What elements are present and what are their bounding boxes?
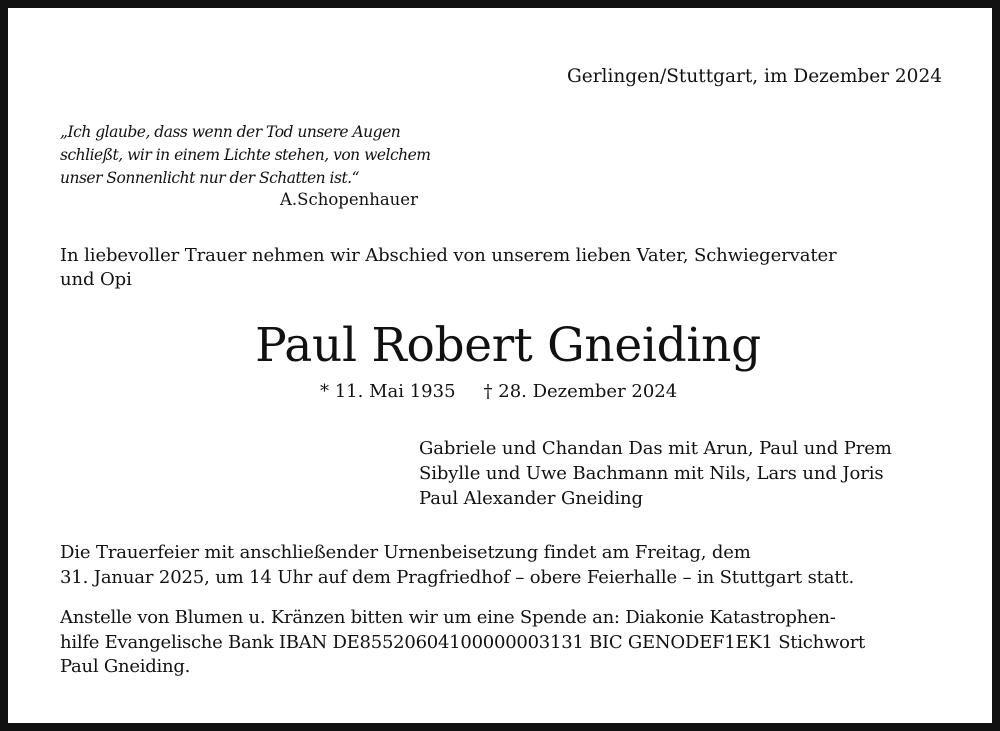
quote-line: schließt, wir in einem Lichte stehen, von welchem — [60, 146, 431, 164]
funeral-service-info — [60, 541, 854, 590]
quote-line: unser Sonnenlicht nur der Schatten ist.“ — [60, 169, 360, 187]
intro-line: In liebevoller Trauer nehmen wir Abschied von unserem lieben Vater, Schwiegervater — [60, 245, 837, 266]
location-date: Gerlingen/Stuttgart, im Dezember 2024 — [566, 66, 942, 87]
quote-author: A.Schopenhauer — [280, 190, 418, 209]
quote-line: „Ich glaube, dass wenn der Tod unsere Augen — [60, 123, 401, 141]
intro-text — [60, 244, 837, 292]
intro-line: und Opi — [60, 269, 132, 290]
birth-date: * 11. Mai 1935 — [320, 381, 456, 402]
donation-line: Anstelle von Blumen u. Kränzen bitten wir um eine Spende an: Diakonie Katastrophen- — [60, 607, 836, 628]
donation-line: hilfe Evangelische Bank IBAN DE85520604100000003131 BIC GENODEF1EK1 Stichwort — [60, 631, 866, 653]
quote — [60, 121, 500, 190]
family-line: Sibylle und Uwe Bachmann mit Nils, Lars und Joris — [419, 463, 884, 484]
death-date: † 28. Dezember 2024 — [483, 381, 678, 402]
life-dates — [320, 381, 677, 402]
donation-line: Paul Gneiding. — [60, 656, 191, 677]
deceased-name: Paul Robert Gneiding — [255, 318, 761, 373]
family-line: Gabriele und Chandan Das mit Arun, Paul und Prem — [419, 438, 892, 459]
family-signatures — [419, 436, 892, 511]
family-line: Paul Alexander Gneiding — [419, 488, 643, 509]
service-line: Die Trauerfeier mit anschließender Urnenbeisetzung findet am Freitag, dem — [60, 542, 751, 563]
service-line: 31. Januar 2025, um 14 Uhr auf dem Pragfriedhof – obere Feierhalle – in Stuttgart statt. — [60, 566, 855, 588]
donation-info — [60, 606, 865, 680]
